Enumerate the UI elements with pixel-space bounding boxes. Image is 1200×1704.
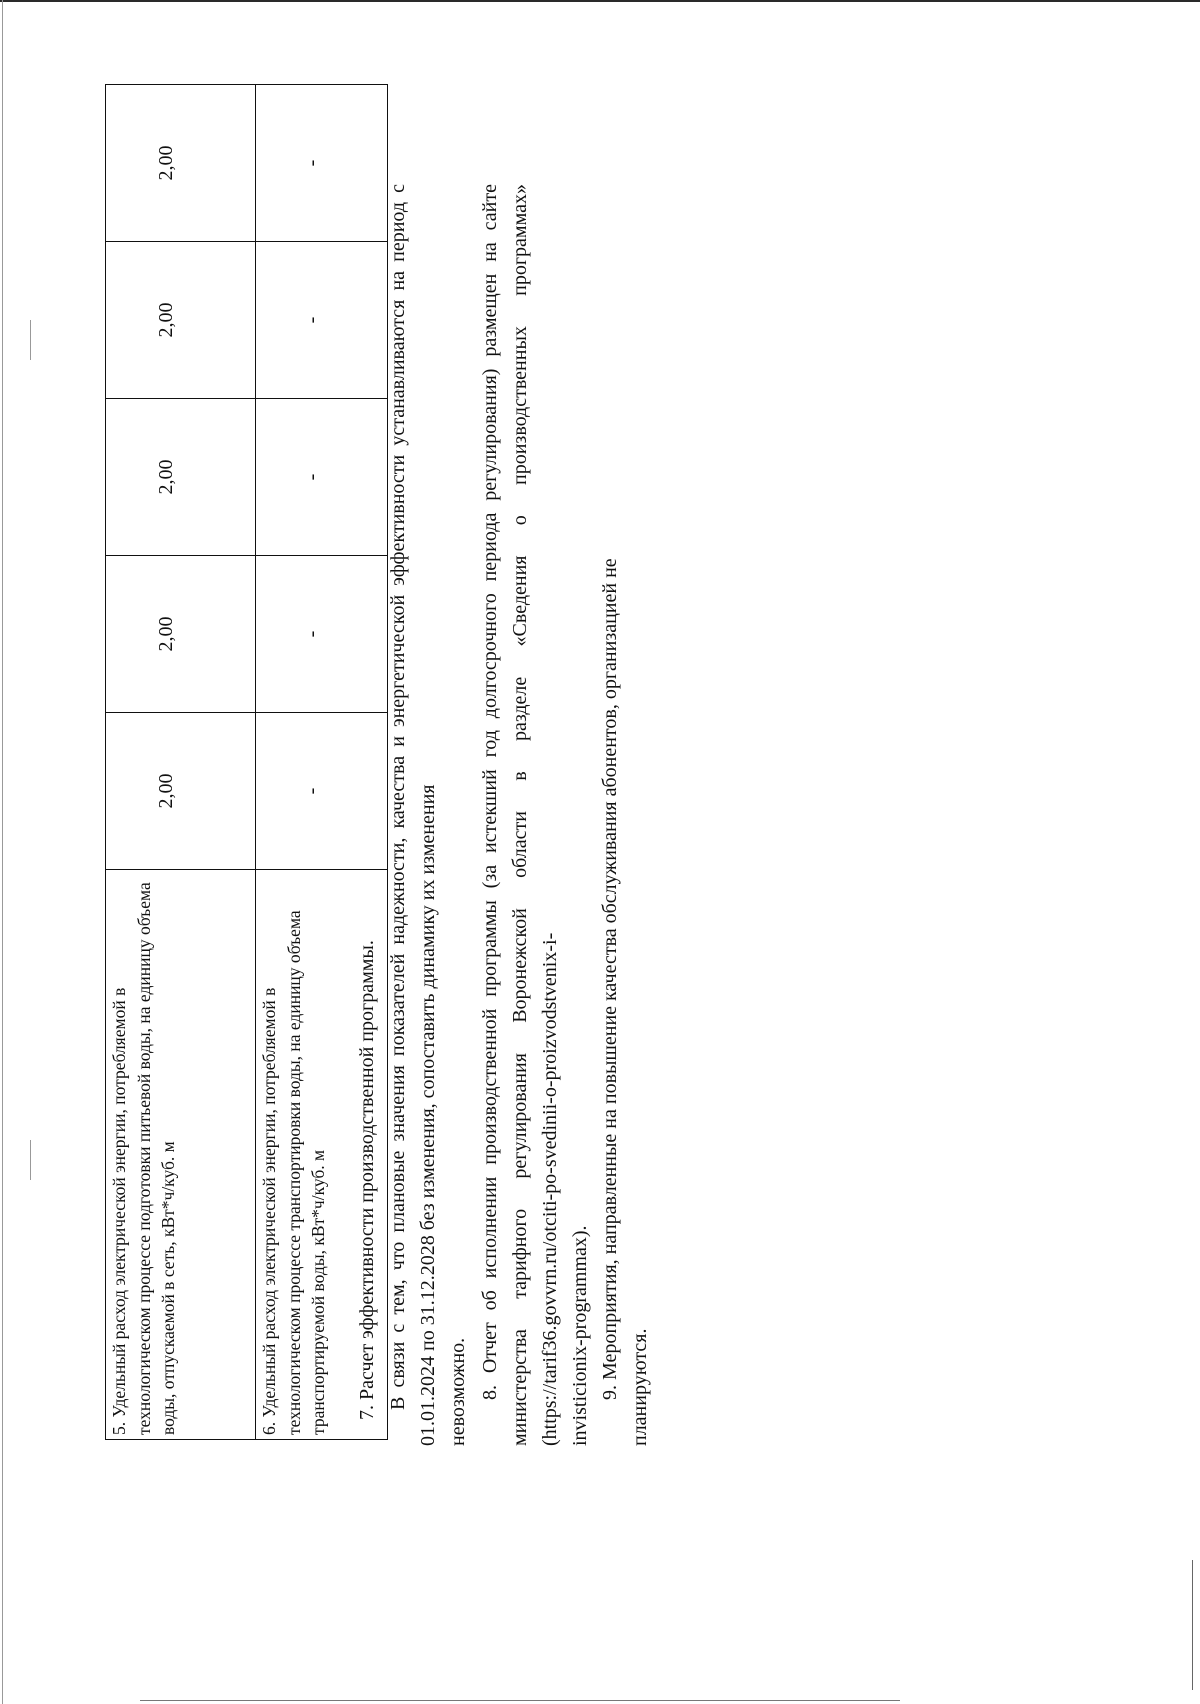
paragraph-text-last-line: invisticionix-programmax). — [569, 1225, 591, 1446]
scan-edge-left — [2, 0, 3, 1704]
section-7-heading: 7. Расчет эффективности производственной программы. — [356, 940, 378, 1420]
table-cell-value: 2,00 — [106, 713, 256, 870]
paragraph-text: В связи с тем, что плановые значения показателей надежности, качества и энергетической эффективности устанавливаются на период с 01.01.2024 по 31.12.2028 без изменения, сопоставить динамику их изменения — [387, 184, 439, 1446]
paragraph-text: 9. Мероприятия, направленные на повышение качества обслуживания абонентов, организацией не — [599, 558, 621, 1400]
table-cell-value: - — [256, 85, 388, 242]
table-cell-value: 2,00 — [106, 242, 256, 399]
table-cell-value: - — [256, 242, 388, 399]
scan-mark — [1192, 1560, 1193, 1690]
table-cell-value: 2,00 — [106, 85, 256, 242]
indicators-table — [105, 84, 388, 1440]
scan-mark — [30, 320, 31, 360]
scan-mark — [30, 1140, 31, 1180]
paragraph-text: 8. Отчет об исполнении производственной программы (за истекший год долгосрочного периода регулирования) размещен на сайте министерства тарифного регулирования Воронежской области в разделе «Сведения о производственных программах» (https://tarif36.govvrn.ru/otciti-po-svedinii-o-proizvodstvenix-i- — [479, 184, 561, 1446]
rotated-page-content — [95, 140, 835, 1446]
table-cell-value: 2,00 — [106, 556, 256, 713]
paragraph-text-last-line: невозможно. — [447, 1337, 469, 1446]
paragraph-text-last-line: планируются. — [629, 1328, 651, 1446]
table-cell-indicator: 5. Удельный расход электрической энергии, потребляемой в технологическом процессе подготовки питьевой воды, на единицу объема воды, отпускаемой в сеть, кВт*ч/куб. м — [106, 870, 256, 1440]
table-cell-value: - — [256, 399, 388, 556]
table-cell-indicator: 6. Удельный расход электрической энергии, потребляемой в технологическом процессе транспортировки воды, на единицу объема транспортируемой воды, кВт*ч/куб. м — [256, 870, 388, 1440]
table-cell-value: - — [256, 556, 388, 713]
table-row — [106, 85, 256, 1440]
table-cell-value: 2,00 — [106, 399, 256, 556]
table-cell-value: - — [256, 713, 388, 870]
section-8-paragraph — [475, 184, 595, 1446]
scan-edge-bottom — [140, 1700, 900, 1701]
section-9-paragraph — [595, 184, 655, 1446]
scan-edge-top — [0, 0, 1200, 2]
section-7-paragraph — [383, 184, 473, 1446]
